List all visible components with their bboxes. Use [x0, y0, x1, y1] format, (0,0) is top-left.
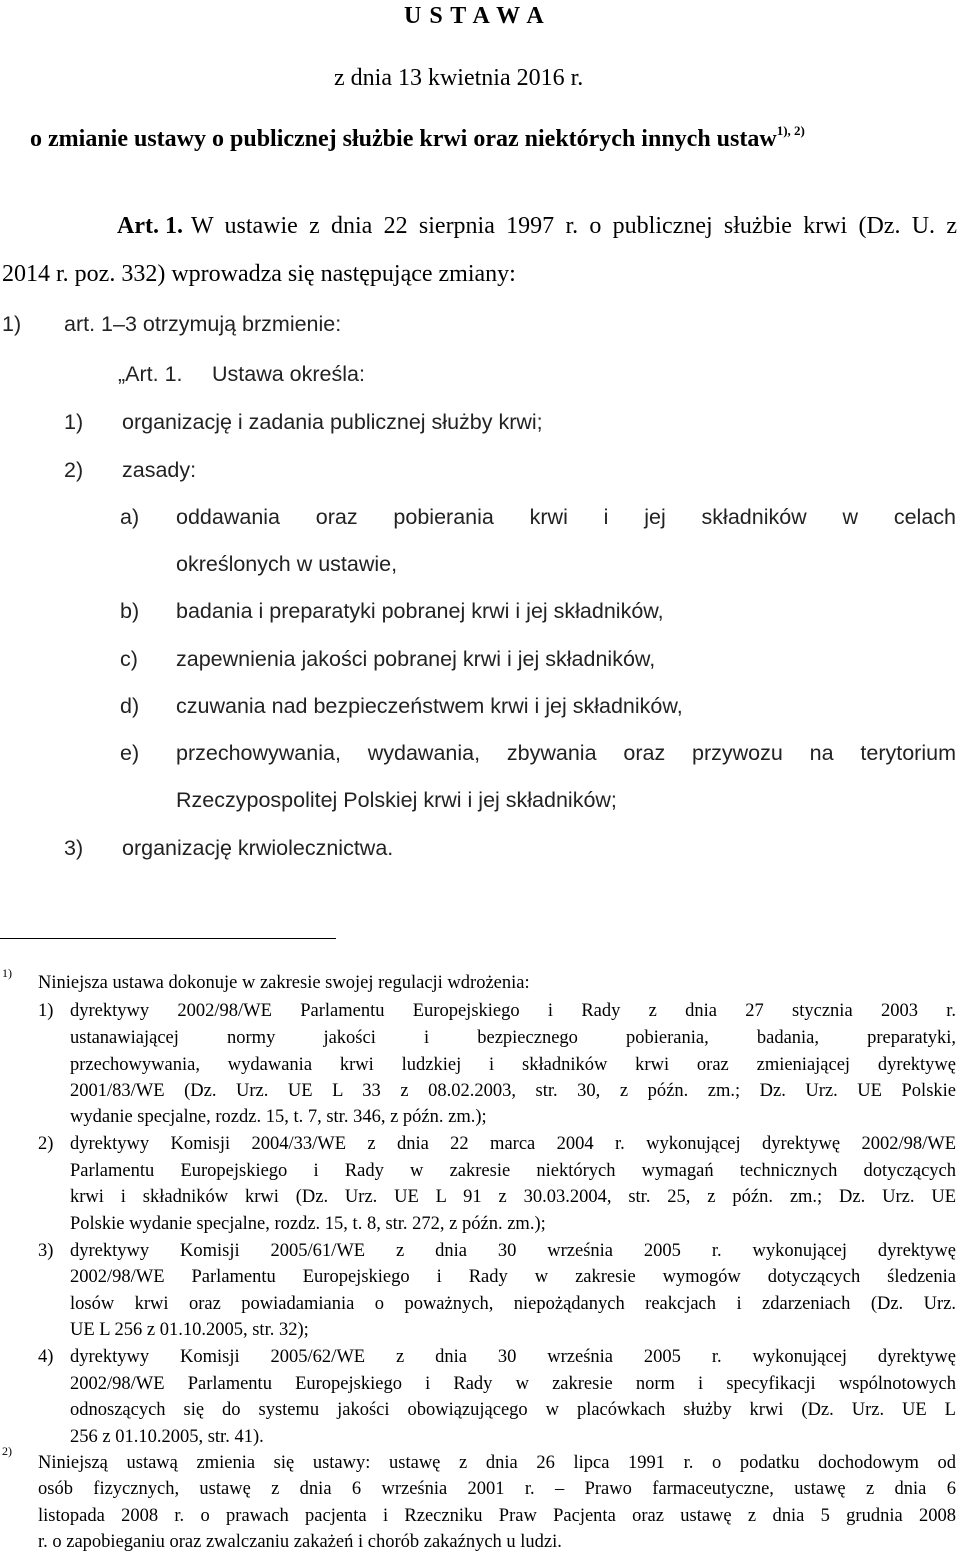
footnote-line: r. o zapobieganiu oraz zwalczaniu zakażeń i chorób zakaźnych u ludzi.: [38, 1532, 562, 1552]
art1-label: Art. 1.: [117, 213, 183, 239]
footnote-item-line: wydanie specjalne, rozdz. 15, t. 7, str. 346, z późn. zm.);: [70, 1107, 487, 1127]
footnote-mark: 2): [2, 1444, 12, 1458]
footnote-item-line: 2001/83/WE (Dz. Urz. UE L 33 z 08.02.2003, str. 30, z późn. zm.; Dz. Urz. UE Polskie: [70, 1081, 956, 1101]
footnote-item-number: 2): [38, 1134, 54, 1154]
quoted-art-text: Ustawa określa:: [212, 362, 365, 386]
footnote-line: Niniejszą ustawą zmienia się ustawy: ustawę z dnia 26 lipca 1991 r. o podatku dochodowym od: [38, 1453, 956, 1473]
footnote-item-line: dyrektywy Komisji 2005/62/WE z dnia 30 września 2005 r. wykonującej dyrektywę: [70, 1347, 956, 1367]
footnote-separator: [0, 938, 336, 939]
item-number: 1): [64, 410, 84, 434]
footnote-item-line: 256 z 01.10.2005, str. 41).: [70, 1427, 264, 1447]
item-text: zasady:: [122, 458, 197, 482]
footnote-item-line: odnoszących się do systemu jakości obowiązującego w placówkach służby krwi (Dz. Urz. UE L: [70, 1400, 956, 1420]
sub-item-letter: c): [120, 647, 138, 671]
art1-intro-text: W ustawie z dnia 22 sierpnia 1997 r. o publicznej służbie krwi (Dz. U. z: [190, 213, 957, 239]
footnote-item-number: 3): [38, 1241, 54, 1261]
sub-item-text-cont: Rzeczypospolitej Polskiej krwi i jej składników;: [176, 788, 617, 812]
act-date: z dnia 13 kwietnia 2016 r.: [334, 65, 584, 91]
point-number: 1): [2, 312, 22, 336]
footnote-item-line: 2002/98/WE Parlamentu Europejskiego i Rady w zakresie wymogów dotyczących śledzenia: [70, 1267, 956, 1287]
sub-item-text: zapewnienia jakości pobranej krwi i jej składników,: [176, 647, 656, 671]
item-number: 3): [64, 836, 84, 860]
sub-item-letter: d): [120, 694, 140, 718]
art1-intro-line1: [117, 212, 957, 240]
sub-item-text: badania i preparatyki pobranej krwi i jej składników,: [176, 599, 664, 623]
sub-item-letter: e): [120, 741, 140, 765]
sub-item-letter: a): [120, 505, 140, 529]
footnote-item-line: krwi i składników krwi (Dz. Urz. UE L 91 z 30.03.2004, str. 25, z późn. zm.; Dz. Urz. UE: [70, 1187, 956, 1207]
point-text: art. 1–3 otrzymują brzmienie:: [64, 312, 342, 336]
footnote-intro: Niniejsza ustawa dokonuje w zakresie swojej regulacji wdrożenia:: [38, 973, 530, 993]
sub-item-text: oddawania oraz pobierania krwi i jej składników w celach: [176, 505, 956, 529]
act-subject: [30, 125, 805, 156]
sub-item-text: przechowywania, wydawania, zbywania oraz przywozu na terytorium: [176, 741, 956, 765]
item-text: organizację krwiolecznictwa.: [122, 836, 394, 860]
footnote-mark: 1): [2, 966, 12, 980]
item-text: organizację i zadania publicznej służby krwi;: [122, 410, 543, 434]
quoted-art-label: „Art. 1.: [118, 362, 183, 386]
footnote-item-line: ustanawiającej normy jakości i bezpiecznego pobierania, badania, preparatyki,: [70, 1028, 956, 1048]
footnote-item-line: losów krwi oraz powiadamiania o poważnych, niepożądanych reakcjach i zdarzeniach (Dz. Urz.: [70, 1294, 956, 1314]
sub-item-text-cont: określonych w ustawie,: [176, 552, 398, 576]
footnote-item-line: dyrektywy 2002/98/WE Parlamentu Europejskiego i Rady z dnia 27 stycznia 2003 r.: [70, 1001, 956, 1021]
footnote-item-line: Parlamentu Europejskiego i Rady w zakresie niektórych wymagań technicznych dotyczących: [70, 1161, 956, 1181]
act-title: U S T A W A: [404, 3, 545, 29]
art1-intro-line2: 2014 r. poz. 332) wprowadza się następujące zmiany:: [2, 261, 516, 287]
footnote-item-number: 4): [38, 1347, 54, 1367]
footnote-item-line: UE L 256 z 01.10.2005, str. 32);: [70, 1320, 309, 1340]
item-number: 2): [64, 458, 84, 482]
footnote-item-number: 1): [38, 1001, 54, 1021]
act-subject-text: o zmianie ustawy o publicznej służbie krwi oraz niektórych innych ustaw: [30, 126, 777, 152]
footnote-item-line: przechowywania, wydawania krwi ludzkiej i składników krwi oraz zmieniającej dyrektywę: [70, 1055, 956, 1075]
footnote-line: listopada 2008 r. o prawach pacjenta i Rzeczniku Praw Pacjenta oraz ustawę z dnia 5 grudnia 2008: [38, 1506, 956, 1526]
footnote-item-line: 2002/98/WE Parlamentu Europejskiego i Rady w zakresie norm i specyfikacji wspólnotowych: [70, 1374, 956, 1394]
sub-item-text: czuwania nad bezpieczeństwem krwi i jej składników,: [176, 694, 683, 718]
footnote-item-line: Polskie wydanie specjalne, rozdz. 15, t. 8, str. 272, z późn. zm.);: [70, 1214, 546, 1234]
footnote-item-line: dyrektywy Komisji 2005/61/WE z dnia 30 września 2005 r. wykonującej dyrektywę: [70, 1241, 956, 1261]
footnote-line: osób fizycznych, ustawę z dnia 6 września 2001 r. – Prawo farmaceutyczne, ustawę z dnia 6: [38, 1479, 956, 1499]
sub-item-letter: b): [120, 599, 140, 623]
footnote-refs: 1), 2): [776, 123, 805, 138]
footnote-item-line: dyrektywy Komisji 2004/33/WE z dnia 22 marca 2004 r. wykonującej dyrektywę 2002/98/WE: [70, 1134, 956, 1154]
